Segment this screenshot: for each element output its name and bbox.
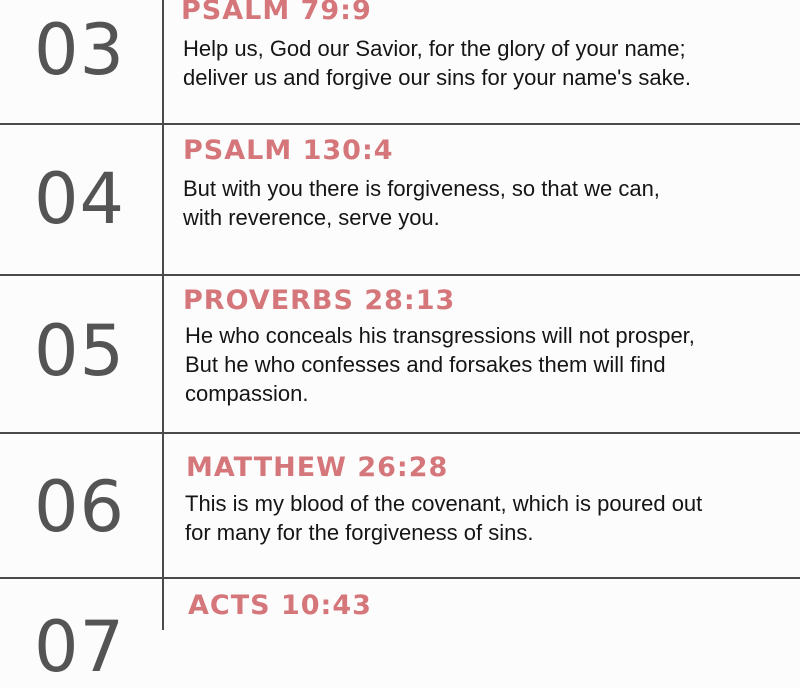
row-divider [0, 577, 800, 579]
row-divider [0, 432, 800, 434]
verse-number: 07 [34, 606, 126, 688]
verse-line: He who conceals his transgressions will not prosper, [185, 323, 695, 348]
verse-reference: PROVERBS 28:13 [183, 285, 456, 316]
verse-line: But he who confesses and forsakes them will find [185, 352, 666, 377]
verse-line: with reverence, serve you. [183, 205, 440, 230]
verse-text [183, 34, 788, 92]
verse-text [185, 489, 790, 547]
verse-line: deliver us and forgive our sins for your name's sake. [183, 65, 691, 90]
verse-line: This is my blood of the covenant, which is poured out [185, 491, 703, 516]
verse-number: 05 [34, 310, 126, 392]
verse-reference: MATTHEW 26:28 [186, 452, 449, 483]
verse-line: for many for the forgiveness of sins. [185, 520, 534, 545]
verse-reference: PSALM 130:4 [183, 135, 394, 166]
verse-text [185, 321, 790, 408]
verse-reference: PSALM 79:9 [181, 0, 372, 26]
verse-line: compassion. [185, 381, 309, 406]
row-divider [0, 123, 800, 125]
verse-line: But with you there is forgiveness, so that we can, [183, 176, 660, 201]
verse-text [183, 174, 788, 232]
column-divider [162, 0, 164, 630]
verse-reference: ACTS 10:43 [188, 590, 372, 621]
verse-number: 06 [34, 466, 126, 548]
verse-number: 04 [34, 158, 126, 240]
row-divider [0, 274, 800, 276]
verse-number: 03 [34, 9, 126, 91]
verse-line: Help us, God our Savior, for the glory of your name; [183, 36, 686, 61]
